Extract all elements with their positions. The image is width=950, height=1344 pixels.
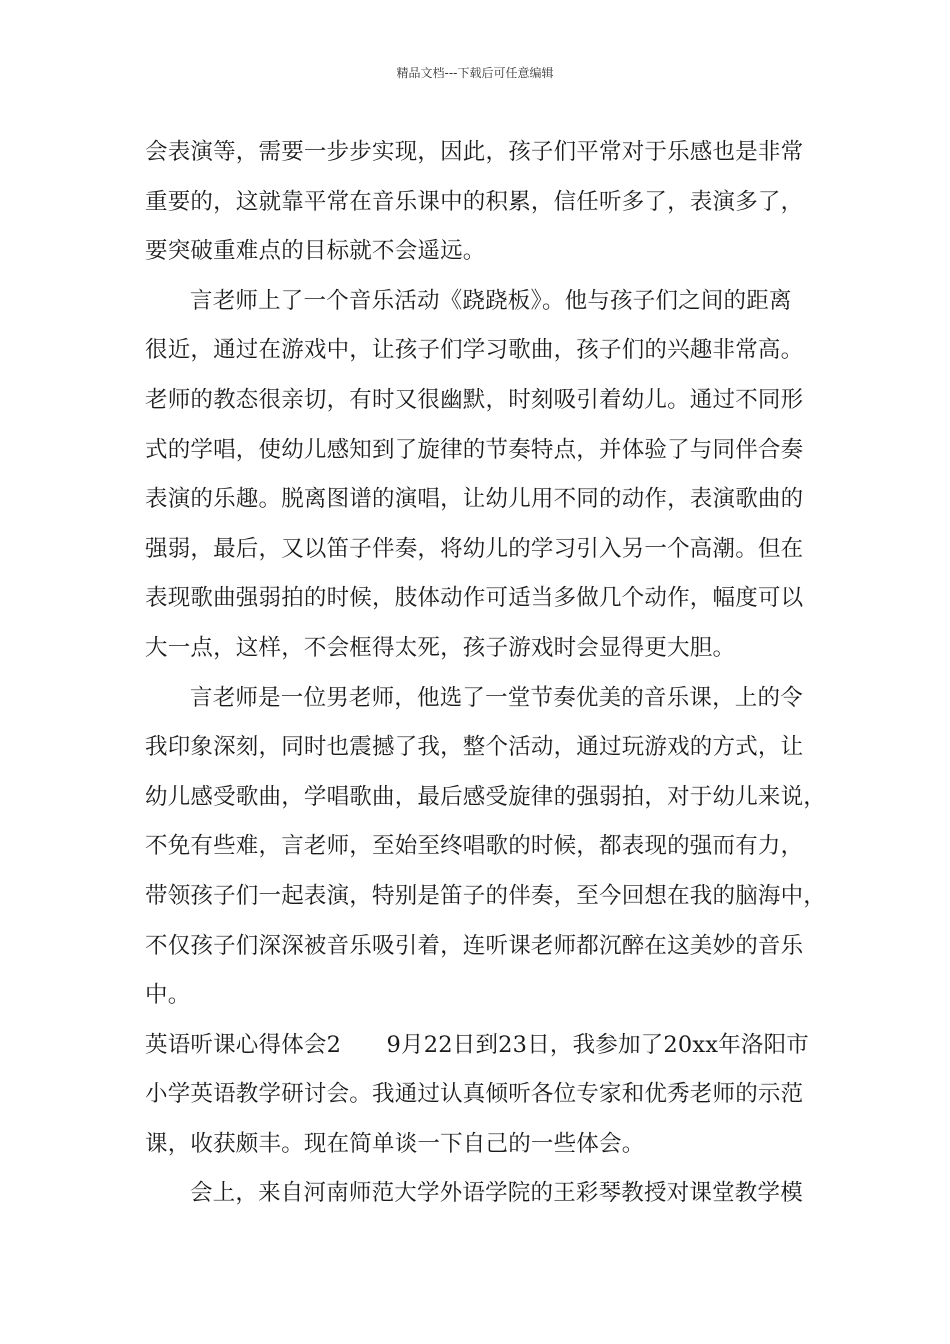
text-line: 表演的乐趣。脱离图谱的演唱，让幼儿用不同的动作，表演歌曲的 bbox=[145, 486, 804, 513]
text-line: 老师的教态很亲切，有时又很幽默，时刻吸引着幼儿。通过不同形 bbox=[145, 386, 804, 413]
text-line: 会表演等，需要一步步实现，因此，孩子们平常对于乐感也是非常 bbox=[145, 139, 804, 165]
paragraph bbox=[145, 128, 830, 277]
text-line: 言老师上了一个音乐活动《跷跷板》。他与孩子们之间的距离 bbox=[190, 287, 792, 314]
text-line: 大一点，这样，不会框得太死，孩子游戏时会显得更大胆。 bbox=[145, 634, 736, 661]
text-line: 课，收获颇丰。现在简单谈一下自己的一些体会。 bbox=[145, 1130, 645, 1157]
text-line: 强弱，最后，又以笛子伴奏，将幼儿的学习引入另一个高潮。但在 bbox=[145, 535, 804, 562]
text-line: 不仅孩子们深深被音乐吸引着，连听课老师都沉醉在这美妙的音乐 bbox=[145, 932, 804, 959]
text-line: 表现歌曲强弱拍的时候，肢体动作可适当多做几个动作，幅度可以 bbox=[145, 585, 804, 612]
text-line: 不免有些难，言老师，至始至终唱歌的时候，都表现的强而有力， bbox=[145, 833, 804, 860]
text-line: 小学英语教学研讨会。我通过认真倾听各位专家和优秀老师的示范 bbox=[145, 1081, 804, 1108]
paragraph bbox=[145, 1021, 830, 1170]
text-line: 要突破重难点的目标就不会遥远。 bbox=[145, 238, 486, 265]
text-line: 英语听课心得体会2 9月22日到23日，我参加了20xx年洛阳市 bbox=[145, 1031, 810, 1058]
document-body bbox=[145, 128, 830, 1219]
text-line: 幼儿感受歌曲，学唱歌曲，最后感受旋律的强弱拍，对于幼儿来说， bbox=[145, 783, 827, 810]
page-header: 精品文档---下载后可任意编辑 bbox=[396, 66, 554, 80]
paragraph bbox=[145, 277, 830, 674]
paragraph bbox=[145, 1169, 830, 1219]
text-line: 带领孩子们一起表演，特别是笛子的伴奏，至今回想在我的脑海中， bbox=[145, 882, 827, 909]
text-line: 中。 bbox=[145, 982, 191, 1009]
text-line: 会上，来自河南师范大学外语学院的王彩琴教授对课堂教学模 bbox=[190, 1180, 803, 1207]
text-line: 言老师是一位男老师，他选了一堂节奏优美的音乐课，上的令 bbox=[190, 684, 803, 711]
text-line: 重要的，这就靠平常在音乐课中的积累，信任听多了，表演多了， bbox=[145, 188, 804, 215]
text-line: 很近，通过在游戏中，让孩子们学习歌曲，孩子们的兴趣非常高。 bbox=[145, 337, 804, 364]
text-line: 我印象深刻，同时也震撼了我，整个活动，通过玩游戏的方式，让 bbox=[145, 734, 804, 761]
text-line: 式的学唱，使幼儿感知到了旋律的节奏特点，并体验了与同伴合奏 bbox=[145, 436, 804, 463]
paragraph bbox=[145, 674, 830, 1021]
